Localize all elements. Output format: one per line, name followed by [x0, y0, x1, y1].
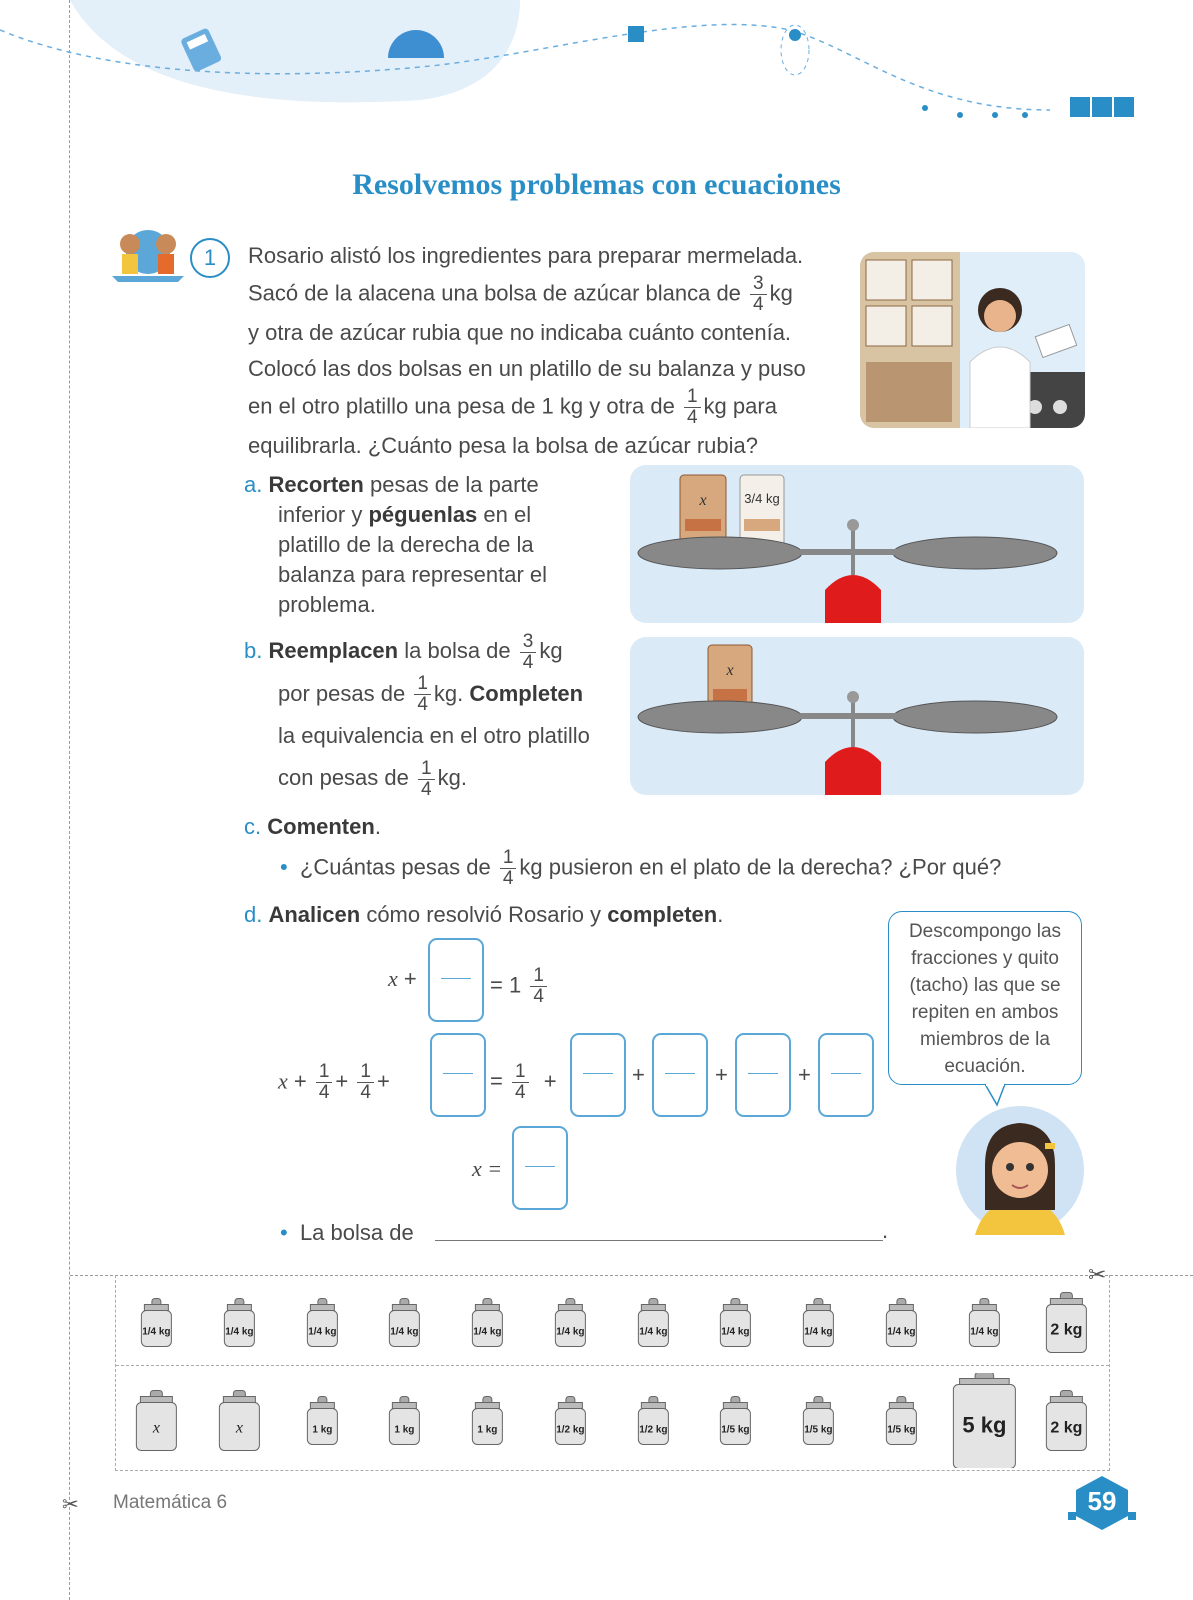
weight-label: 1/2 kg: [638, 1424, 668, 1436]
problem-number: 1: [190, 238, 230, 278]
bag-x-label: x: [699, 492, 707, 509]
answer-line[interactable]: [435, 1240, 883, 1241]
weight-label: 1/5 kg: [721, 1424, 750, 1436]
weight-label: 1 kg: [477, 1424, 498, 1436]
scale-card-a: [630, 465, 1084, 623]
cutout-weight[interactable]: [860, 1275, 943, 1370]
cutout-weight[interactable]: [198, 1275, 281, 1370]
plus-sign: +: [798, 1062, 811, 1087]
weight-label: 2 kg: [1050, 1321, 1083, 1339]
eq1-left: x +: [388, 966, 417, 991]
cutout-weight[interactable]: [198, 1373, 281, 1468]
scissors-icon: ✂: [1088, 1262, 1107, 1287]
eq2-mid: = $\frac{1}{4}$ +: [490, 1061, 557, 1103]
bag-x-label: x: [726, 662, 734, 679]
kitchen-illustration: [860, 252, 1085, 428]
cutout-weight[interactable]: [612, 1373, 695, 1468]
weight-label: 1/4 kg: [638, 1326, 668, 1338]
answer-box[interactable]: [818, 1033, 874, 1117]
bag-frac-label: 3/4 kg: [744, 491, 780, 506]
item-a: a. Recorten pesas de la parte inferior y péguenlas en el platillo de la derecha de la balanza para representar el problema.: [244, 472, 548, 617]
margin-cut-line: [69, 0, 70, 1600]
weight-label: 1 kg: [311, 1424, 332, 1436]
answer-box[interactable]: [570, 1033, 626, 1117]
eq3-left: x =: [472, 1156, 503, 1181]
cutout-weight[interactable]: [1025, 1373, 1108, 1468]
cutout-weight[interactable]: [115, 1373, 198, 1468]
item-b: b. Reemplacen la bolsa de $\frac{3}{4}$ kg por pesas de $\frac{1}{4}$ kg. Completen la equivalencia en el otro platillo con pesas de $\frac{1}{4}$ kg.: [244, 630, 590, 801]
cutout-weight[interactable]: [281, 1373, 364, 1468]
answer-box[interactable]: [430, 1033, 486, 1117]
plus-sign: +: [715, 1062, 728, 1087]
weight-label: 1/4 kg: [804, 1326, 833, 1338]
cutout-weight[interactable]: [115, 1275, 198, 1370]
cutout-weight[interactable]: [943, 1373, 1026, 1468]
weight-label: 1/2 kg: [555, 1424, 585, 1436]
cutout-weight[interactable]: [446, 1275, 529, 1370]
weight-label: 1/4 kg: [969, 1326, 999, 1338]
group-work-icon: [108, 226, 188, 284]
cutout-weight[interactable]: [694, 1373, 777, 1468]
header-decoration: [0, 0, 1193, 140]
weight-label: 1/4 kg: [142, 1326, 171, 1338]
speech-bubble: Descompongo las fracciones y quito (tacho) las que se repiten en ambos miembros de la ecuación.: [888, 911, 1082, 1085]
scale-card-b: [630, 637, 1084, 795]
weight-label: 1/5 kg: [804, 1424, 833, 1436]
cutout-weight[interactable]: [1025, 1275, 1108, 1370]
weight-label: 1/4 kg: [473, 1326, 502, 1338]
period: .: [882, 1218, 889, 1243]
cutout-weight[interactable]: [281, 1275, 364, 1370]
problem-text: Rosario alistó los ingredientes para preparar mermelada. Sacó de la alacena una bolsa de azúcar blanca de $\frac{3}{4}$ kg y otra de azúcar rubia que no indicaba cuánto contenía. Colocó las dos bolsas en un platillo de su balanza y puso en el otro platillo una pesa de 1 kg y otra de $\frac{1}{4}$ kg para equilibrarla. ¿Cuánto pesa la bolsa de azúcar rubia?: [248, 243, 806, 458]
answer-box[interactable]: [652, 1033, 708, 1117]
weight-label: 1/4 kg: [886, 1326, 916, 1338]
cutout-weight[interactable]: [612, 1275, 695, 1370]
answer-box[interactable]: [428, 938, 484, 1022]
weight-label: 1/4 kg: [555, 1326, 585, 1338]
cutout-weight[interactable]: [529, 1373, 612, 1468]
cutout-weight[interactable]: [363, 1275, 446, 1370]
cutout-weight[interactable]: [363, 1373, 446, 1468]
cutout-weight[interactable]: [694, 1275, 777, 1370]
weight-label: 1/4 kg: [307, 1326, 337, 1338]
cutout-weight[interactable]: [529, 1275, 612, 1370]
cutout-weight[interactable]: [943, 1275, 1026, 1370]
weight-label: 1 kg: [394, 1424, 415, 1436]
page-title: Resolvemos problemas con ecuaciones: [352, 168, 841, 201]
item-c: c. Comenten.: [244, 814, 381, 839]
eq1-right: = 1 $\frac{1}{4}$: [490, 966, 550, 1007]
weight-label: x: [235, 1419, 243, 1437]
item-c-question: • ¿Cuántas pesas de $\frac{1}{4}$ kg pusieron en el plato de la derecha? ¿Por qué?: [280, 847, 1002, 889]
weight-label: 1/4 kg: [721, 1326, 750, 1338]
cutout-weight[interactable]: [777, 1373, 860, 1468]
eq2-left: x + $\frac{1}{4}$ + $\frac{1}{4}$ +: [278, 1061, 390, 1103]
weight-label: 5 kg: [961, 1412, 1006, 1438]
cubes-icon: [1070, 97, 1134, 117]
answer-box[interactable]: [735, 1033, 791, 1117]
plus-sign: +: [632, 1062, 645, 1087]
page-number: 59: [1087, 1486, 1117, 1516]
book-title: Matemática 6: [113, 1492, 228, 1513]
cutout-weight[interactable]: [860, 1373, 943, 1468]
cutout-weight[interactable]: [777, 1275, 860, 1370]
weight-label: 1/4 kg: [224, 1326, 254, 1338]
scissors-icon: ✂: [62, 1494, 79, 1516]
cutout-weights: [115, 1275, 1108, 1470]
weight-label: 2 kg: [1050, 1419, 1083, 1437]
weight-label: 1/4 kg: [390, 1326, 419, 1338]
conclusion: • La bolsa de: [280, 1220, 414, 1245]
weight-label: x: [152, 1419, 160, 1437]
item-d: d. Analicen cómo resolvió Rosario y completen.: [244, 902, 724, 927]
cube-icon: [628, 26, 644, 42]
cutout-weight[interactable]: [446, 1373, 529, 1468]
girl-avatar: [955, 1105, 1085, 1235]
answer-box[interactable]: [512, 1126, 568, 1210]
weight-label: 1/5 kg: [886, 1424, 916, 1436]
